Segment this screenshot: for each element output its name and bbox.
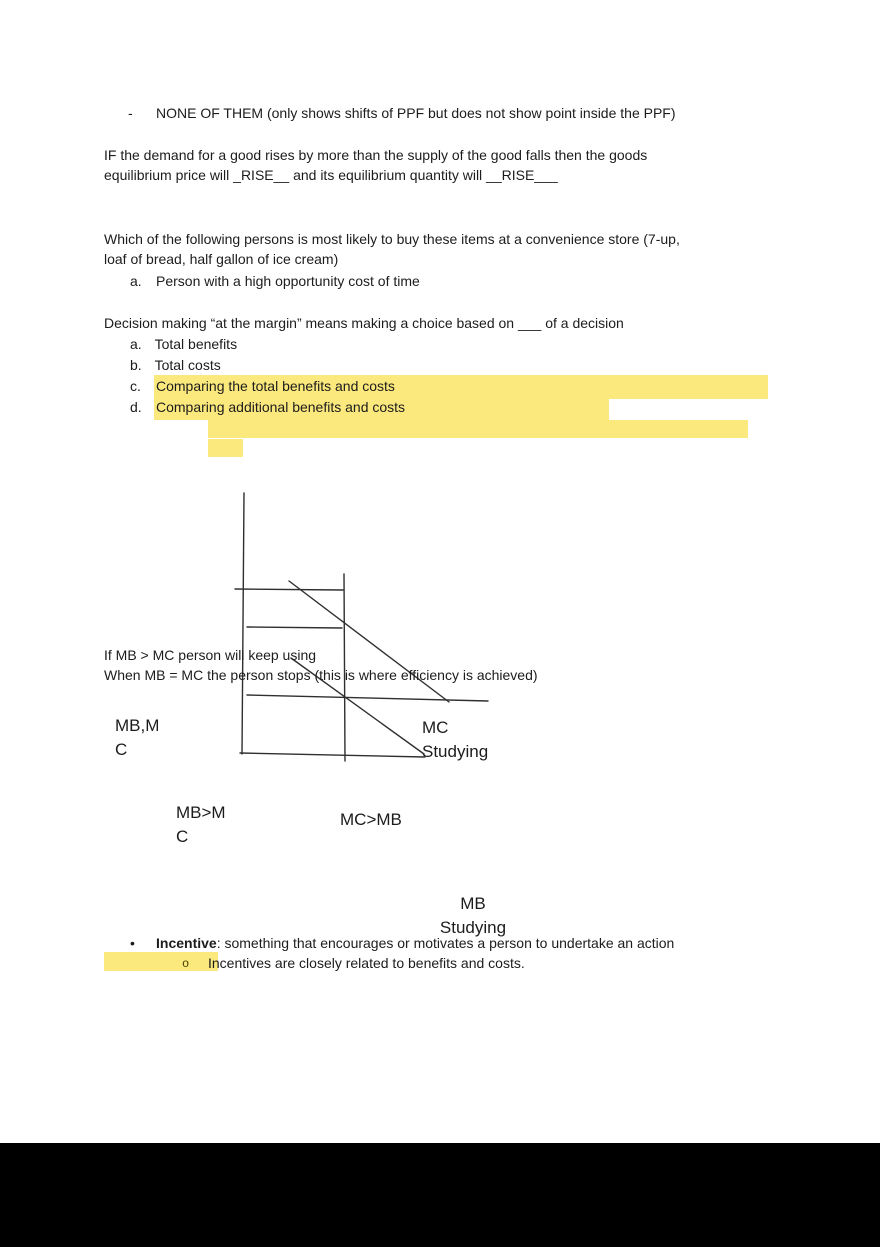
option-marker: c.: [130, 378, 141, 394]
none-of-them-text: NONE OF THEM (only shows shifts of PPF but does not show point inside the PPF): [156, 105, 676, 121]
convenience-question-line2: loaf of bread, half gallon of ice cream): [104, 251, 339, 267]
region-left-line1: MB>M: [176, 803, 226, 822]
convenience-question-line1: Which of the following persons is most likely to buy these items at a convenience store (7-up,: [104, 231, 680, 247]
mc-horizontal-line: [247, 695, 488, 701]
option-text: Total costs: [154, 357, 221, 373]
margin-option-row: [130, 376, 395, 397]
bullet-dot: •: [130, 935, 135, 951]
demand-paragraph-line1: IF the demand for a good rises by more than the supply of the good falls then the goods: [104, 147, 648, 163]
mc-label-line1: MC: [422, 718, 449, 737]
region-left-line2: C: [176, 827, 189, 846]
option-a-marker: a.: [130, 273, 142, 289]
highlighted-option-text: Comparing the total benefits and costs: [154, 375, 768, 399]
x-axis-line: [240, 753, 425, 757]
upper-horizontal-line: [235, 589, 343, 590]
option-marker: d.: [130, 399, 142, 415]
mb-note-line2: When MB = MC the person stops (this is where efficiency is achieved): [104, 667, 538, 683]
mb-note-line1: If MB > MC person will keep using: [104, 647, 317, 663]
sub-line-highlight: [104, 952, 218, 971]
incentive-term: Incentive: [156, 935, 217, 951]
margin-option-row: [130, 334, 237, 355]
empty-highlight-bar: [208, 420, 748, 438]
option-marker: b.: [130, 357, 142, 373]
margin-option-row: [130, 397, 406, 418]
option-marker: a.: [130, 336, 142, 352]
middle-horizontal-line: [247, 627, 342, 628]
region-label-left: [176, 801, 226, 849]
incentive-rest: : something that encourages or motivates a person to undertake an action: [216, 935, 675, 951]
margin-option-row: [130, 355, 221, 376]
x-axis-label-line1: MB: [460, 894, 486, 913]
y-axis-label: [115, 714, 159, 762]
convenience-option-a: Person with a high opportunity cost of time: [156, 273, 420, 289]
empty-highlight-block: [208, 439, 243, 457]
incentive-sub-text: Incentives are closely related to benefits and costs.: [208, 955, 525, 971]
x-axis-label-line2: Studying: [439, 918, 507, 937]
y-axis-label-line2: C: [115, 740, 128, 759]
incentive-line: [156, 933, 674, 953]
region-label-right: MC>MB: [340, 810, 402, 829]
margin-question-stem: Decision making “at the margin” means making a choice based on ___ of a decision: [104, 315, 624, 331]
mc-label-line2: Studying: [422, 742, 489, 761]
y-axis-line: [242, 493, 244, 754]
sub-bullet-o: o: [182, 957, 190, 971]
y-axis-label-line1: MB,M: [115, 716, 160, 735]
bottom-black-band: [0, 1143, 880, 1247]
mc-curve-label: [422, 716, 488, 764]
highlighted-option-text: Comparing additional benefits and costs: [154, 396, 609, 420]
dash-bullet: -: [128, 105, 133, 121]
demand-paragraph-line2: equilibrium price will _RISE__ and its equilibrium quantity will __RISE___: [104, 167, 558, 183]
option-text: Total benefits: [154, 336, 238, 352]
